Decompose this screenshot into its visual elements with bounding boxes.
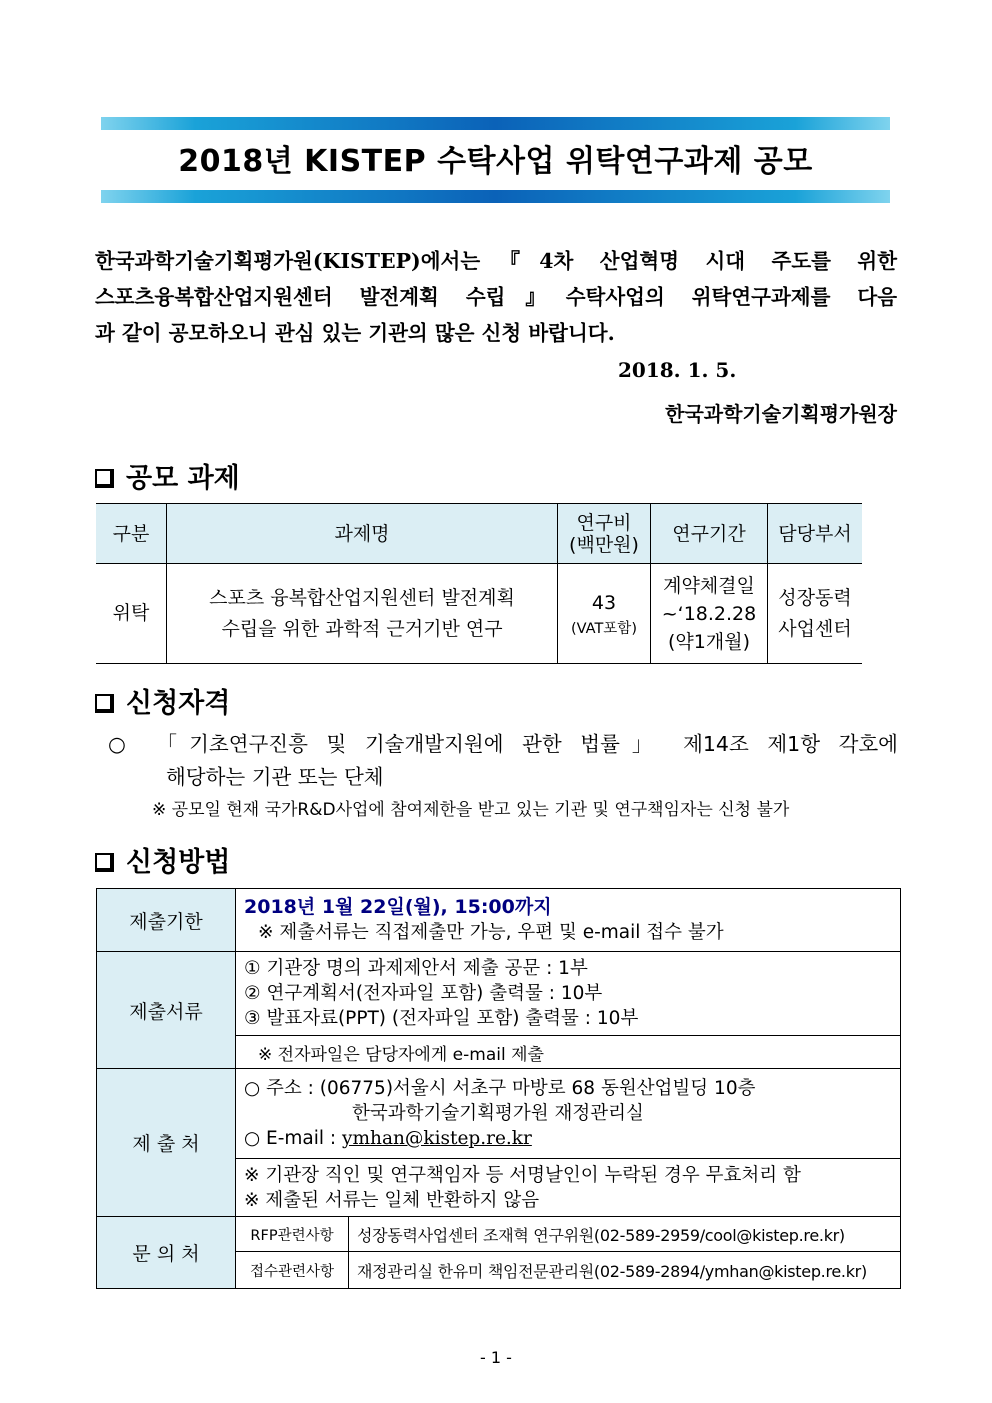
section-heading-text: 신청방법 xyxy=(126,847,231,878)
table-row xyxy=(97,1217,901,1252)
signer: 한국과학기술기획평가원장 xyxy=(665,402,897,426)
eligibility-line-2: 해당하는 기관 또는 단체 xyxy=(166,765,384,789)
destination-note-2: ※ 제출된 서류는 일체 반환하지 않음 xyxy=(244,1189,540,1211)
header-budget xyxy=(558,504,651,564)
address-line-2: 한국과학기술기획평가원 재정관리실 xyxy=(352,1103,644,1124)
email-line xyxy=(244,1126,892,1151)
cell-budget xyxy=(558,564,651,664)
period-line2: ~‘18.2.28 xyxy=(661,602,757,625)
dept-line2: 사업센터 xyxy=(778,617,852,640)
cell-dept xyxy=(768,564,863,664)
task-name-line1: 스포츠 융복합산업지원센터 발전계획 xyxy=(209,586,515,609)
document-item-3: ③ 발표자료(PPT) (전자파일 포함) 출력물 : 10부 xyxy=(244,1008,639,1029)
table-row xyxy=(96,564,862,664)
contact-rfp: 성장동력사업센터 조재혁 연구위원(02-589-2959/cool@kistep.re.kr) xyxy=(349,1217,901,1252)
label-documents: 제출서류 xyxy=(97,952,236,1069)
deadline-note: ※ 제출서류는 직접제출만 가능, 우편 및 e-mail 접수 불가 xyxy=(258,922,724,943)
section-heading-text: 신청자격 xyxy=(126,688,231,719)
cell-documents xyxy=(236,952,901,1036)
section-heading-task xyxy=(95,462,240,496)
label-contact: 문 의 처 xyxy=(97,1217,236,1289)
table-row xyxy=(97,1069,901,1159)
title-bottom-bar xyxy=(101,190,890,203)
header-dept: 담당부서 xyxy=(768,504,863,564)
cell-deadline xyxy=(236,889,901,952)
section-heading-method xyxy=(95,846,230,880)
table-row xyxy=(97,952,901,1036)
header-type: 구분 xyxy=(96,504,167,564)
section-heading-text: 공모 과제 xyxy=(126,463,240,494)
table-row xyxy=(97,889,901,952)
checkbox-bullet-icon xyxy=(95,469,114,488)
document-item-2: ② 연구계획서(전자파일 포함) 출력물 : 10부 xyxy=(244,983,603,1004)
section-heading-eligibility xyxy=(95,687,230,721)
address-line-1: ○ 주소 : (06775)서울시 서초구 마방로 68 동원산업빌딩 10층 xyxy=(244,1078,756,1099)
contact-receipt-label: 접수관련사항 xyxy=(236,1252,349,1289)
title-top-bar xyxy=(101,117,890,130)
email-link[interactable]: ymhan@kistep.re.kr xyxy=(342,1128,532,1149)
document-item-1: ① 기관장 명의 과제제안서 제출 공문 : 1부 xyxy=(244,958,588,979)
header-period: 연구기간 xyxy=(651,504,768,564)
page-number: - 1 - xyxy=(480,1348,512,1367)
task-name-line2: 수립을 위한 과학적 근거기반 연구 xyxy=(221,617,503,640)
cell-destination-notes xyxy=(236,1159,901,1217)
notice-date: 2018. 1. 5. xyxy=(618,358,737,382)
documents-note: ※ 전자파일은 담당자에게 e-mail 제출 xyxy=(236,1036,901,1069)
email-prefix: ○ E-mail : xyxy=(244,1128,343,1149)
budget-note: (VAT포함) xyxy=(571,621,637,637)
cell-destination xyxy=(236,1069,901,1159)
eligibility-line-1: ○ 「기초연구진흥 및 기술개발지원에 관한 법률」 제14조 제1항 각호에 xyxy=(108,732,898,756)
cell-type: 위탁 xyxy=(96,564,167,664)
label-deadline: 제출기한 xyxy=(97,889,236,952)
budget-value: 43 xyxy=(591,592,617,614)
eligibility-note: ※ 공모일 현재 국가R&D사업에 참여제한을 받고 있는 기관 및 연구책임자는 신청 불가 xyxy=(152,800,790,820)
header-budget-line1: 연구비 xyxy=(576,511,632,534)
table-header-row xyxy=(96,504,862,564)
cell-period xyxy=(651,564,768,664)
period-line3: (약1개월) xyxy=(668,630,750,653)
cell-task-name xyxy=(167,564,558,664)
header-task-name: 과제명 xyxy=(167,504,558,564)
intro-line-2: 스포츠융복합산업지원센터 발전계획 수립』수탁사업의 위탁연구과제를 다음 xyxy=(95,285,897,309)
intro-line-3: 과 같이 공모하오니 관심 있는 기관의 많은 신청 바랍니다. xyxy=(95,321,615,345)
application-table xyxy=(96,888,901,1289)
task-table xyxy=(96,503,862,664)
contact-receipt: 재정관리실 한유미 책임전문관리원(02-589-2894/ymhan@kistep.re.kr) xyxy=(349,1252,901,1289)
dept-line1: 성장동력 xyxy=(778,586,852,609)
checkbox-bullet-icon xyxy=(95,853,114,872)
contact-rfp-label: RFP관련사항 xyxy=(236,1217,349,1252)
checkbox-bullet-icon xyxy=(95,694,114,713)
page-title: 2018년 KISTEP 수탁사업 위탁연구과제 공모 xyxy=(178,144,813,179)
intro-line-1: 한국과학기술기획평가원(KISTEP)에서는『4차 산업혁명 시대 주도를 위한 xyxy=(95,249,897,273)
label-destination: 제 출 처 xyxy=(97,1069,236,1217)
deadline-text: 2018년 1월 22일(월), 15:00까지 xyxy=(244,896,552,918)
period-line1: 계약체결일 xyxy=(663,574,755,597)
destination-note-1: ※ 기관장 직인 및 연구책임자 등 서명날인이 누락된 경우 무효처리 함 xyxy=(244,1164,801,1186)
header-budget-line2: (백만원) xyxy=(569,533,639,556)
